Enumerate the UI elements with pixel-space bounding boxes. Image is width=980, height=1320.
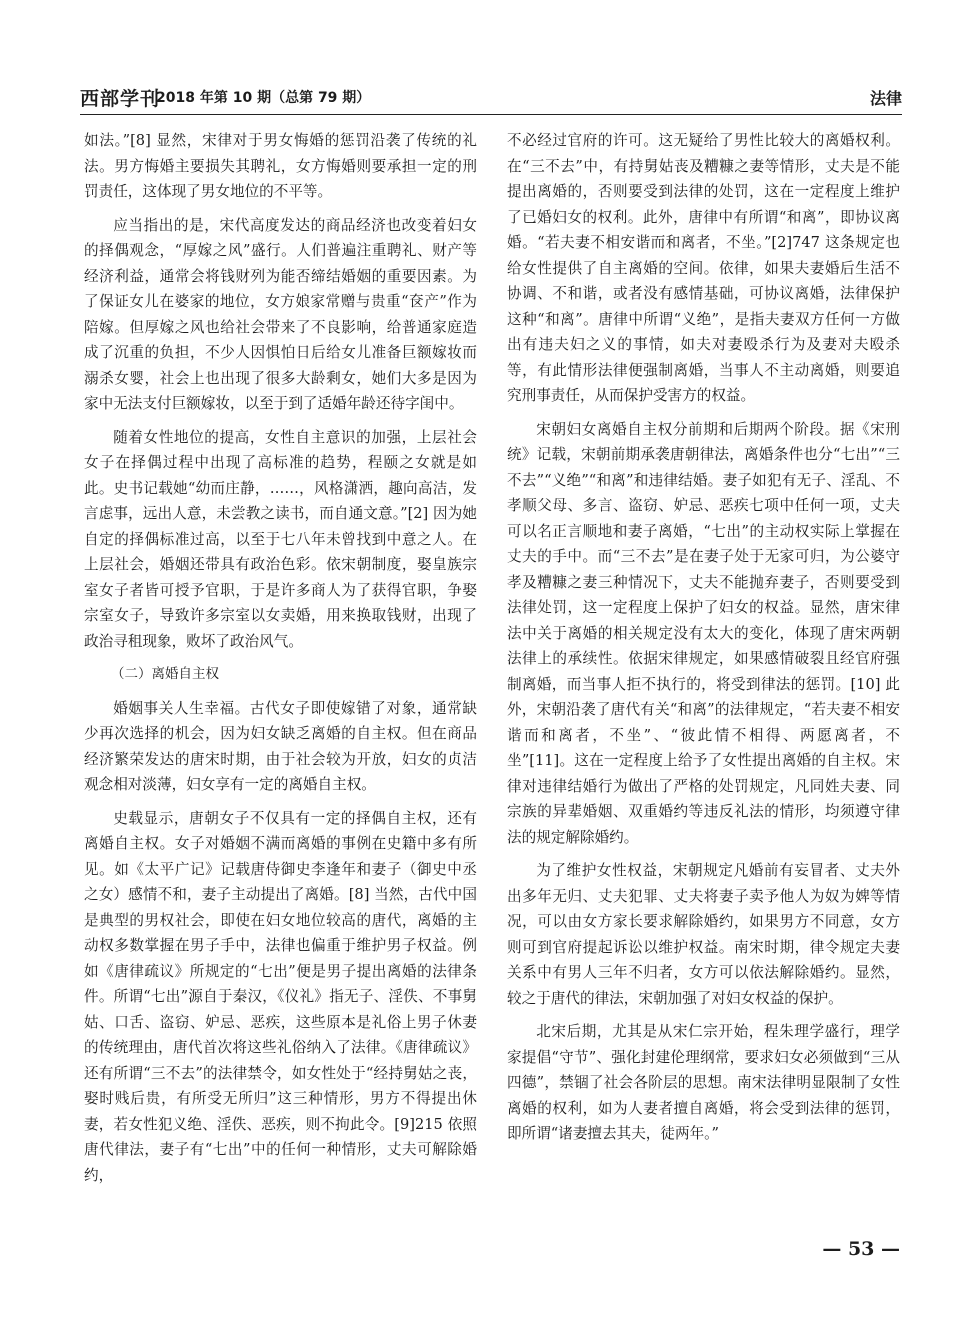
running-header bbox=[80, 84, 902, 110]
issue-info: 2018 年第 10 期（总第 79 期） bbox=[156, 90, 371, 106]
paragraph: 北宋后期，尤其是从宋仁宗开始，程朱理学盛行，理学家提倡“守节”、强化封建伦理纲常，要求妇女必须做到“三从四德”，禁锢了社会各阶层的思想。南宋法律明显限制了女性离婚的权利，如为人妻者擅自离婚，将会受到法律的惩罚，即所谓“诸妻擅去其夫，徒两年。” bbox=[507, 1023, 900, 1142]
paragraph: 如法。”[8] 显然，宋律对于男女悔婚的惩罚沿袭了传统的礼法。男方悔婚主要损失其聘礼，女方悔婚则要承担一定的刑罚责任，这体现了男女地位的不平等。 bbox=[84, 132, 477, 200]
paragraph: 不必经过官府的许可。这无疑给了男性比较大的离婚权利。在“三不去”中，有持舅姑丧及糟糠之妻等情形，丈夫是不能提出离婚的，否则要受到法律的处罚，这在一定程度上维护了已婚妇女的权利。此外，唐律中有所谓“和离”，即协议离婚。“若夫妻不相安谐而和离者，不坐。”[2]747 这条规定也给女性提供了自主离婚的空间。依律，如果夫妻婚后生活不协调、不和谐，或者没有感情基础，可协议离婚，法律保护这种“和离”。唐律中所谓“义绝”，是指夫妻双方任何一方做出有违夫妇之义的事情，如夫对妻殴杀行为及妻对夫殴杀等，有此情形法律便强制离婚，当事人不主动离婚，则要追究刑事责任，从而保护受害方的权益。 bbox=[507, 132, 900, 404]
paragraph: 婚姻事关人生幸福。古代女子即使嫁错了对象，通常缺少再次选择的机会，因为妇女缺乏离婚的自主权。但在商品经济繁荣发达的唐宋时期，由于社会较为开放，妇女的贞洁观念相对淡薄，妇女享有一定的离婚自主权。 bbox=[84, 699, 477, 793]
section-subheading: （二）离婚自主权 bbox=[111, 666, 219, 682]
paragraph: 为了维护女性权益，宋朝规定凡婚前有妄冒者、丈夫外出多年无归、丈夫犯罪、丈夫将妻子卖予他人为奴为婢等情况，可以由女方家长要求解除婚约，如果男方不同意，女方则可到官府提起诉讼以维护权益。南宋时期，律令规定夫妻关系中有男人三年不归者，女方可以依法解除婚约。显然，较之于唐代的律法，宋朝加强了对妇女权益的保护。 bbox=[507, 862, 900, 1007]
paragraph: 史载显示，唐朝女子不仅具有一定的择偶自主权，还有离婚自主权。女子对婚姻不满而离婚的事例在史籍中多有所见。如《太平广记》记载唐侍御史李逢年和妻子（御史中丞之女）感情不和，妻子主动提出了离婚。[8] 当然，古代中国是典型的男权社会，即使在妇女地位较高的唐代，离婚的主动权多数掌握在男子手中，法律也偏重于维护男子权益。例如《唐律疏议》所规定的“七出”便是男子提出离婚的法律条件。所谓“七出”源自于秦汉，《仪礼》指无子、淫佚、不事舅姑、口舌、盗窃、妒忌、恶疾，这些原本是礼俗上男子休妻的传统理由，唐代首次将这些礼俗纳入了法律。《唐律疏议》还有所谓“三不去”的法律禁令，如女性处于“经持舅姑之丧，娶时贱后贵，有所受无所归”这三种情形，男方不得提出休妻，若女性犯义绝、淫佚、恶疾，则不拘此令。[9]215 依照唐代律法，妻子有“七出”中的任何一种情形，丈夫可解除婚约， bbox=[84, 809, 477, 1184]
paragraph: 宋朝妇女离婚自主权分前期和后期两个阶段。据《宋刑统》记载，宋朝前期承袭唐朝律法，离婚条件也分“七出”“三不去”“义绝”“和离”和违律结婚。妻子如犯有无子、淫乱、不孝顺父母、多言、盗窃、妒忌、恶疾七项中任何一项，丈夫可以名正言顺地和妻子离婚，“七出”的主动权实际上掌握在丈夫的手中。而“三不去”是在妻子处于无家可归，为公婆守孝及糟糠之妻三种情况下，丈夫不能抛弃妻子，否则要受到法律处罚，这一定程度上保护了妇女的权益。显然，唐宋律法中关于离婚的相关规定没有太大的变化，体现了唐宋两朝法律上的承续性。依据宋律规定，如果感情破裂且经官府强制离婚，而当事人拒不执行的，将受到律法的惩罚。[10] 此外，宋朝沿袭了唐代有关“和离”的法律规定，“若夫妻不相安谐而和离者，不坐”、“彼此情不相得、两愿离者，不坐”[11]。这在一定程度上给予了女性提出离婚的自主权。宋律对违律结婚行为做出了严格的处罚规定，凡同姓夫妻、同宗族的异辈婚姻、双重婚约等违反礼法的情形，均须遵守律法的规定解除婚约。 bbox=[507, 420, 900, 846]
paragraph: 应当指出的是，宋代高度发达的商品经济也改变着妇女的择偶观念，“厚嫁之风”盛行。人们普遍注重聘礼、财产等经济利益，通常会将钱财列为能否缔结婚姻的重要因素。为了保证女儿在婆家的地位，女方娘家常赠与贵重“奁产”作为陪嫁。但厚嫁之风也给社会带来了不良影响，给普通家庭造成了沉重的负担，不少人因惧怕日后给女儿准备巨额嫁妆而溺杀女婴，社会上也出现了很多大龄剩女，她们大多是因为家中无法支付巨额嫁妆，以至于到了适婚年龄还待字闺中。 bbox=[84, 216, 477, 412]
header-rule bbox=[80, 114, 902, 115]
left-column bbox=[84, 128, 477, 1188]
section-name: 法律 bbox=[869, 89, 902, 108]
right-column bbox=[507, 128, 900, 1147]
page-number: — 53 — bbox=[822, 1238, 900, 1260]
paragraph: 随着女性地位的提高，女性自主意识的加强，上层社会女子在择偶过程中出现了高标准的趋势，程颐之女就是如此。史书记载她“幼而庄静，……，风格潇洒，趣向高洁，发言虑事，远出人意，未尝教之读书，而自通文意。”[2] 因为她自定的择偶标准过高，以至于七八年未曾找到中意之人。在上层社会，婚姻还带具有政治色彩。依宋朝制度，娶皇族宗室女子者皆可授予官职，于是许多商人为了获得官职，争娶宗室女子，导致许多宗室以女卖婚，用来换取钱财，出现了政治寻租现象，败坏了政治风气。 bbox=[84, 428, 477, 650]
journal-masthead: 西部学刊 bbox=[80, 88, 161, 110]
